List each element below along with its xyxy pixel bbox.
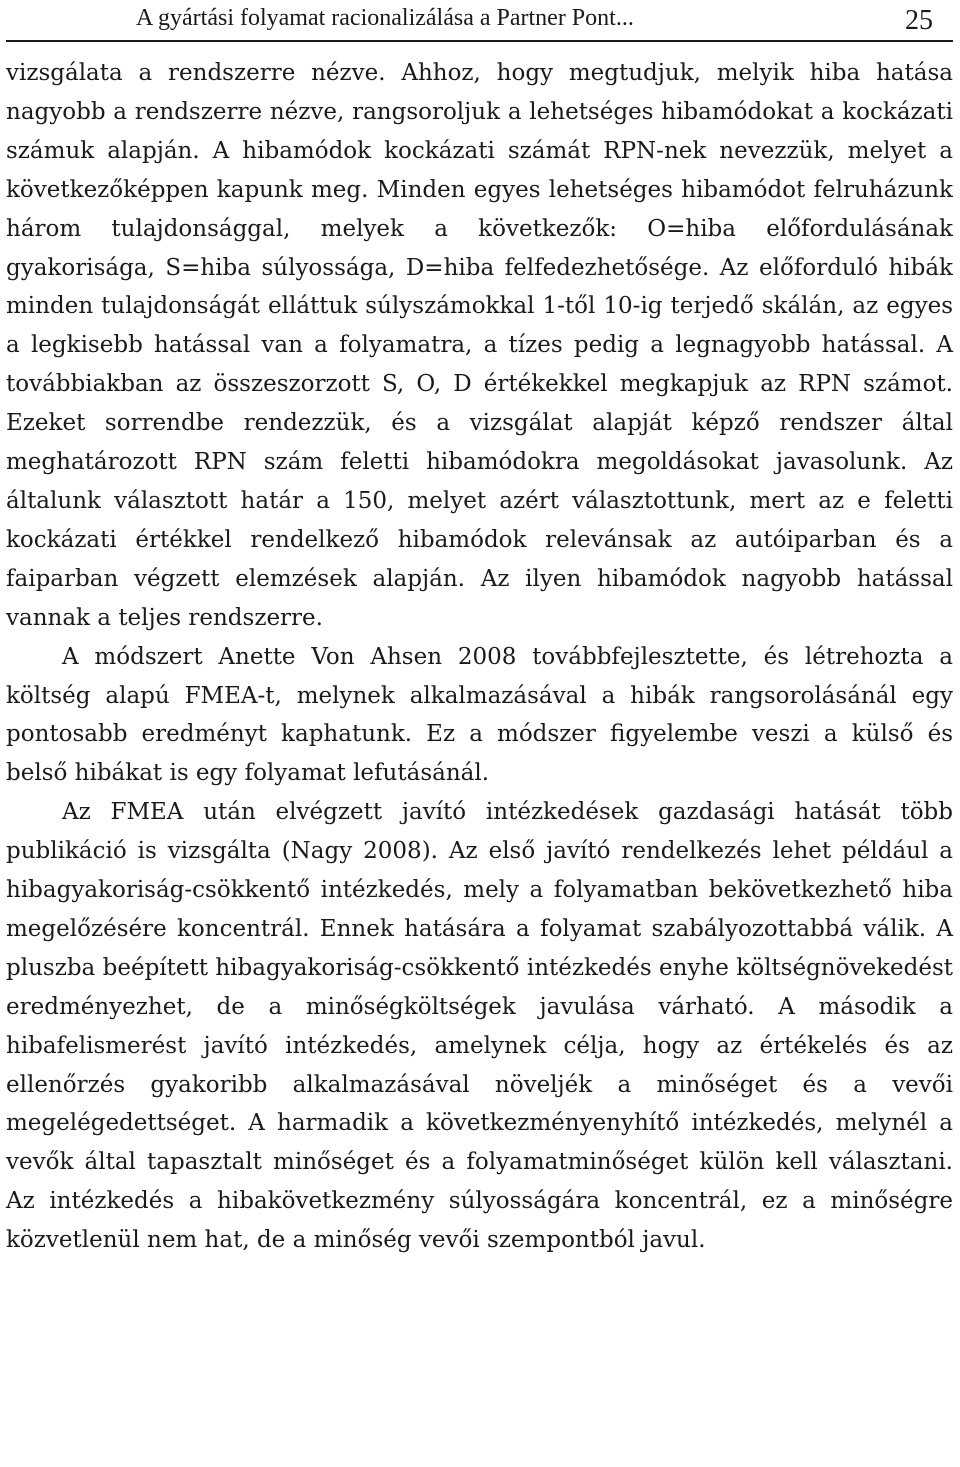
paragraph-rpn-method: vizsgálata a rendszerre nézve. Ahhoz, hogy megtudjuk, melyik hiba hatása nagyobb a rendszerre nézve, rangsoroljuk a lehetséges hibamódokat a kockázati számuk alapján. A hibamódok kockázati számát RPN-nek nevezzük, melyet a következőképpen kapunk meg. Minden egyes lehetséges hibamódot felruházunk három tulajdonsággal, melyek a következők: O=hiba előfordulásának gyakorisága, S=hiba súlyossága, D=hiba felfedezhetősége. Az előforduló hibák minden tulajdonságát elláttuk súlyszámokkal 1-től 10-ig terjedő skálán, az egyes a legkisebb hatással van a folyamatra, a tízes pedig a legnagyobb hatással. A továbbiakban az összeszorzott S, O, D értékekkel megkapjuk az RPN számot. Ezeket sorrendbe rendezzük, és a vizsgálat alapját képző rendszer által meghatározott RPN szám feletti hibamódokra megoldásokat javasolunk. Az általunk választott határ a 150, melyet azért választottunk, mert az e feletti kockázati értékkel rendelkező hibamódok relevánsak az autóiparban és a faiparban végzett elemzések alapján. Az ilyen hibamódok nagyobb hatással vannak a teljes rendszerre. — [6, 60, 953, 631]
page-number: 25 — [905, 5, 933, 36]
paragraph-cost-based-fmea: A módszert Anette Von Ahsen 2008 továbbfejlesztette, és létrehozta a költség alapú FMEA-t, melynek alkalmazásával a hibák rangsorolásánál egy pontosabb eredményt kaphatunk. Ez a módszer figyelembe veszi a külső és belső hibákat is egy folyamat lefutásánál. — [6, 643, 953, 787]
body-text — [6, 54, 953, 1260]
running-header — [6, 0, 953, 42]
paragraph-corrective-actions: Az FMEA után elvégzett javító intézkedések gazdasági hatását több publikáció is vizsgálta (Nagy 2008). Az első javító rendelkezés lehet például a hibagyakoriság-csökkentő intézkedés, mely a folyamatban bekövetkezhető hiba megelőzésére koncentrál. Ennek hatására a folyamat szabályozottabbá válik. A pluszba beépített hibagyakoriság-csökkentő intézkedés enyhe költségnövekedést eredményezhet, de a minőségköltségek javulása várható. A második a hibafelismerést javító intézkedés, amelynek célja, hogy az értékelés és az ellenőrzés gyakoribb alkalmazásával növeljék a minőséget és a vevői megelégedettséget. A harmadik a következményenyhítő intézkedés, melynél a vevők által tapasztalt minőséget és a folyamatminőséget külön kell választani. Az intézkedés a hibakövetkezmény súlyosságára koncentrál, ez a minőségre közvetlenül nem hat, de a minőség vevői szempontból javul. — [6, 799, 953, 1254]
running-header-title: A gyártási folyamat racionalizálása a Partner Pont... — [136, 5, 634, 31]
